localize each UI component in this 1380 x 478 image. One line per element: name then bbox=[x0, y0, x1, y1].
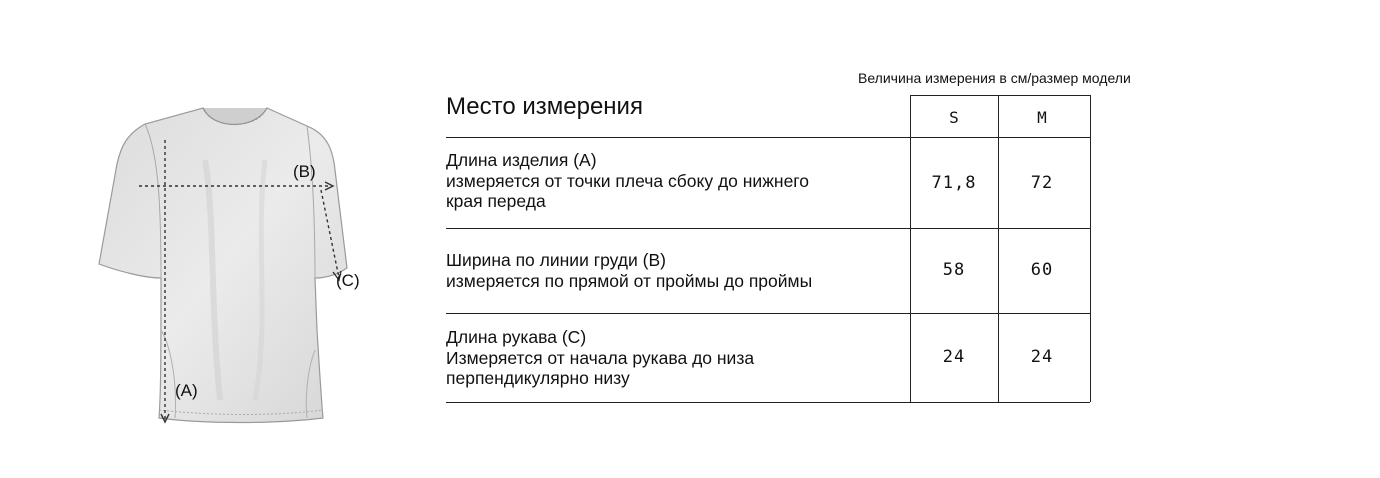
row-description: Измеряется от начала рукава до низа bbox=[446, 347, 755, 368]
row-description: измеряется по прямой от проймы до проймы bbox=[446, 270, 813, 291]
table-row bbox=[446, 150, 809, 212]
table-divider bbox=[446, 228, 1090, 229]
row-title: Длина изделия (A) bbox=[446, 150, 597, 170]
units-caption: Величина измерения в см/размер модели bbox=[858, 70, 1131, 86]
value-s: 71,8 bbox=[931, 173, 977, 193]
tshirt-illustration bbox=[95, 100, 365, 430]
size-m-header: M bbox=[1037, 108, 1047, 127]
value-s: 58 bbox=[942, 260, 966, 280]
row-title: Длина рукава (C) bbox=[446, 327, 587, 347]
row-description: края переда bbox=[446, 191, 546, 211]
value-s: 24 bbox=[942, 347, 966, 367]
value-m: 24 bbox=[1030, 347, 1054, 367]
table-row bbox=[446, 327, 754, 389]
value-m: 60 bbox=[1030, 260, 1054, 280]
row-description: измеряется от точки плеча сбоку до нижнего bbox=[446, 170, 810, 191]
size-s-header: S bbox=[949, 108, 959, 127]
row-title: Ширина по линии груди (B) bbox=[446, 250, 666, 270]
label-c: (C) bbox=[336, 271, 360, 290]
table-header-title: Место измерения bbox=[446, 93, 643, 120]
value-m: 72 bbox=[1030, 173, 1054, 193]
table-divider bbox=[446, 313, 1090, 314]
table-divider bbox=[910, 95, 1090, 96]
table-divider bbox=[446, 137, 1090, 138]
label-a: (A) bbox=[175, 381, 198, 400]
table-column-line bbox=[1090, 95, 1091, 402]
table-divider bbox=[446, 402, 1090, 403]
table-row bbox=[446, 250, 812, 291]
row-description: перпендикулярно низу bbox=[446, 368, 630, 388]
label-b: (B) bbox=[293, 162, 316, 181]
